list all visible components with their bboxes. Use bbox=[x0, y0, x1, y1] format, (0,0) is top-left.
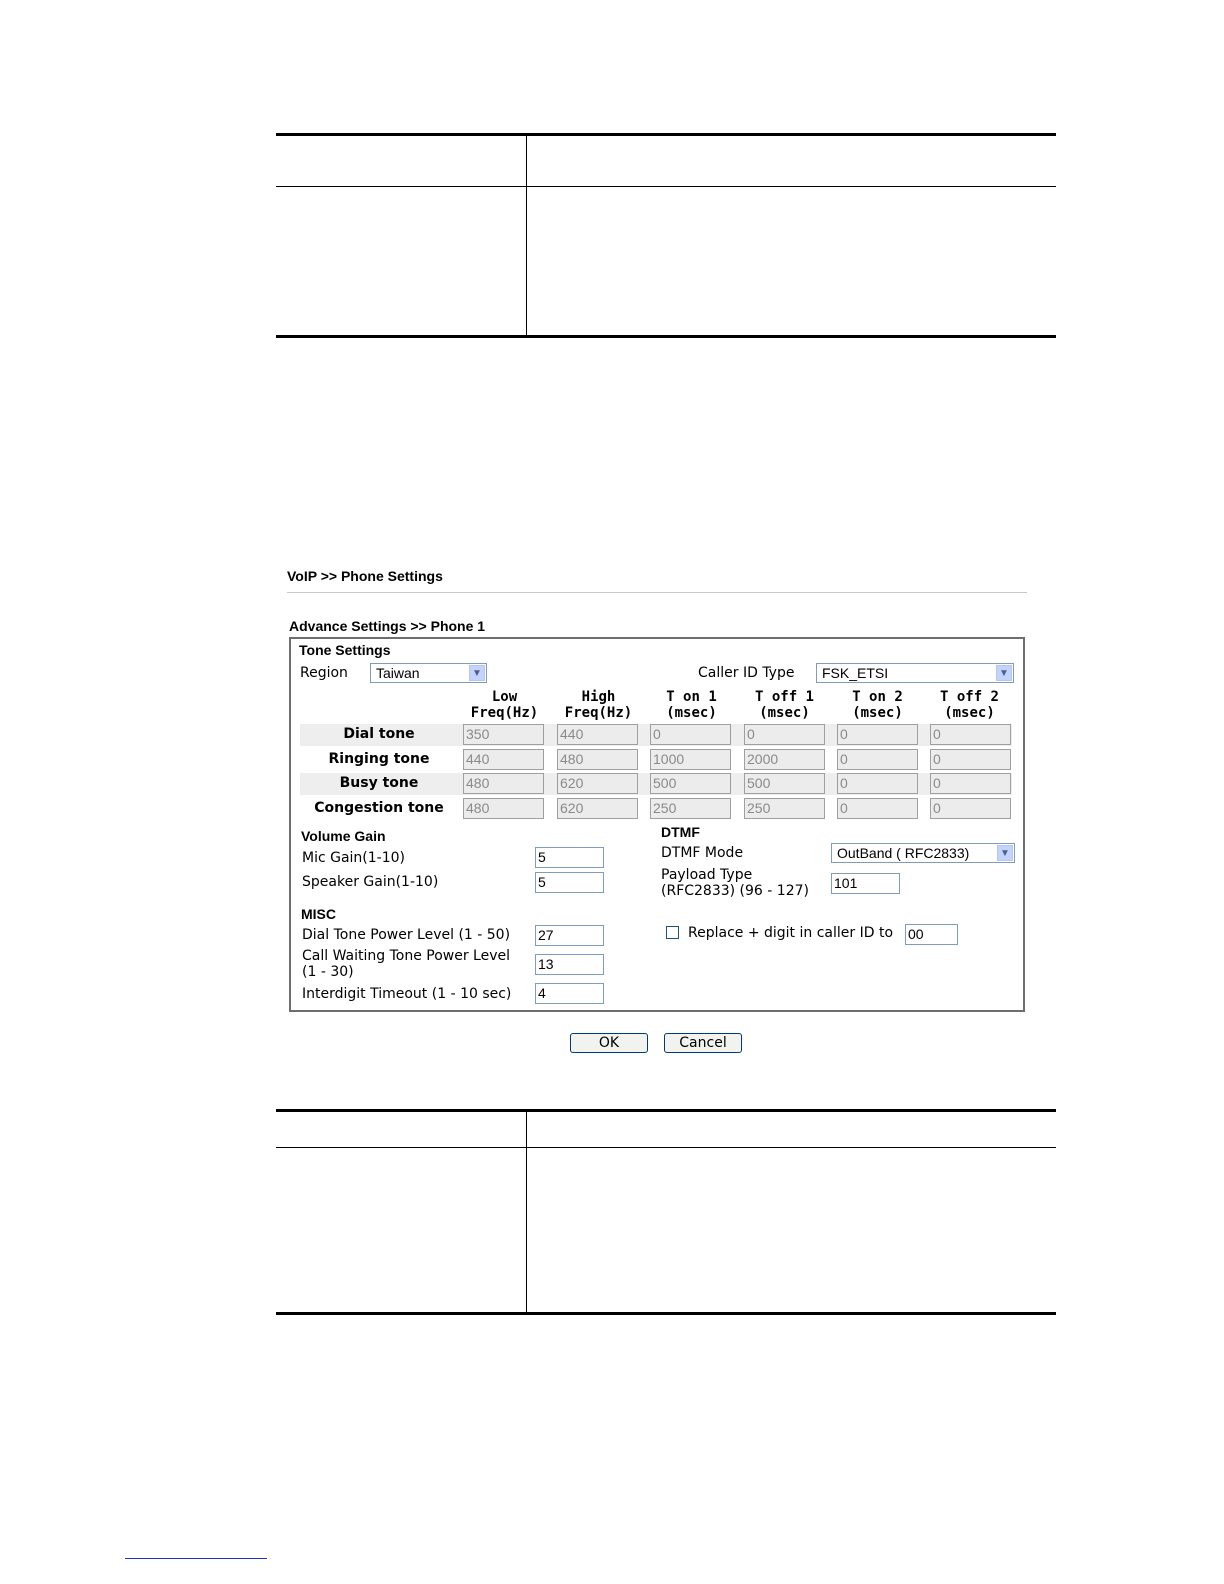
dial-high-freq: 440 bbox=[557, 724, 638, 745]
congestion-low-freq: 480 bbox=[463, 798, 544, 819]
volume-gain-title: Volume Gain bbox=[301, 828, 386, 844]
col-header-t-on-1: T on 1 (msec) bbox=[666, 689, 717, 721]
dial-tone-power-label: Dial Tone Power Level (1 - 50) bbox=[302, 927, 511, 943]
interdigit-timeout-label: Interdigit Timeout (1 - 10 sec) bbox=[302, 986, 512, 1002]
misc-title: MISC bbox=[301, 906, 336, 922]
dtmf-title: DTMF bbox=[661, 824, 700, 840]
row-label-congestion-tone: Congestion tone bbox=[314, 800, 444, 816]
dial-t-on-2: 0 bbox=[837, 724, 918, 745]
caller-id-select[interactable] bbox=[816, 663, 1014, 683]
payload-type-input[interactable]: 101 bbox=[831, 873, 900, 894]
dial-t-off-2: 0 bbox=[930, 724, 1011, 745]
ringing-t-on-2: 0 bbox=[837, 749, 918, 770]
chevron-down-icon[interactable]: ▼ bbox=[997, 845, 1013, 861]
dial-t-on-1: 0 bbox=[650, 724, 731, 745]
dtmf-mode-value: OutBand ( RFC2833) bbox=[837, 845, 970, 861]
col-header-t-on-2: T on 2 (msec) bbox=[852, 689, 903, 721]
busy-low-freq: 480 bbox=[463, 773, 544, 794]
replace-digit-checkbox[interactable] bbox=[666, 926, 679, 939]
col-header-high-freq: High Freq(Hz) bbox=[564, 689, 633, 721]
doc-table-bottom bbox=[276, 1109, 1056, 1315]
congestion-t-off-1: 250 bbox=[744, 798, 825, 819]
page-subtitle: Advance Settings >> Phone 1 bbox=[289, 618, 486, 634]
chevron-down-icon[interactable]: ▼ bbox=[996, 665, 1012, 681]
footer-link-line bbox=[125, 1558, 267, 1559]
doc-table-header bbox=[276, 136, 1056, 187]
congestion-t-on-2: 0 bbox=[837, 798, 918, 819]
busy-t-on-2: 0 bbox=[837, 773, 918, 794]
cancel-button[interactable]: Cancel bbox=[664, 1033, 742, 1053]
dtmf-mode-label: DTMF Mode bbox=[661, 845, 744, 861]
row-label-dial-tone: Dial tone bbox=[343, 726, 415, 742]
chevron-down-icon[interactable]: ▼ bbox=[469, 665, 485, 681]
region-value: Taiwan bbox=[376, 665, 420, 681]
mic-gain-input[interactable]: 5 bbox=[535, 847, 604, 868]
ringing-low-freq: 440 bbox=[463, 749, 544, 770]
col-header-t-off-2: T off 2 (msec) bbox=[939, 689, 999, 721]
interdigit-timeout-input[interactable]: 4 bbox=[535, 983, 604, 1004]
busy-t-off-2: 0 bbox=[930, 773, 1011, 794]
doc-table-divider bbox=[526, 136, 527, 335]
doc-table-header bbox=[276, 1112, 1056, 1148]
doc-table-divider bbox=[526, 1112, 527, 1312]
row-label-busy-tone: Busy tone bbox=[339, 775, 419, 791]
busy-high-freq: 620 bbox=[557, 773, 638, 794]
ringing-t-off-1: 2000 bbox=[744, 749, 825, 770]
speaker-gain-label: Speaker Gain(1-10) bbox=[302, 874, 439, 890]
row-label-ringing-tone: Ringing tone bbox=[328, 751, 430, 767]
dial-low-freq: 350 bbox=[463, 724, 544, 745]
congestion-t-on-1: 250 bbox=[650, 798, 731, 819]
dial-t-off-1: 0 bbox=[744, 724, 825, 745]
advance-settings-panel bbox=[289, 637, 1025, 1012]
ringing-high-freq: 480 bbox=[557, 749, 638, 770]
col-header-low-freq: Low Freq(Hz) bbox=[470, 689, 539, 721]
col-header-t-off-1: T off 1 (msec) bbox=[754, 689, 814, 721]
payload-type-label: Payload Type (RFC2833) (96 - 127) bbox=[661, 867, 809, 899]
caller-id-value: FSK_ETSI bbox=[822, 665, 889, 681]
doc-table-top bbox=[276, 133, 1056, 338]
breadcrumb: VoIP >> Phone Settings bbox=[287, 568, 443, 584]
call-waiting-power-label: Call Waiting Tone Power Level (1 - 30) bbox=[302, 948, 510, 980]
title-divider bbox=[287, 592, 1027, 593]
caller-id-label: Caller ID Type bbox=[698, 665, 795, 681]
region-select[interactable] bbox=[370, 663, 487, 683]
busy-t-on-1: 500 bbox=[650, 773, 731, 794]
dtmf-mode-select[interactable] bbox=[831, 843, 1015, 863]
ringing-t-on-1: 1000 bbox=[650, 749, 731, 770]
call-waiting-power-input[interactable]: 13 bbox=[535, 954, 604, 975]
region-label: Region bbox=[300, 665, 348, 681]
mic-gain-label: Mic Gain(1-10) bbox=[302, 850, 406, 866]
busy-t-off-1: 500 bbox=[744, 773, 825, 794]
ok-button[interactable]: OK bbox=[570, 1033, 648, 1053]
tone-settings-title: Tone Settings bbox=[299, 642, 391, 658]
replace-digit-label: Replace + digit in caller ID to bbox=[688, 925, 894, 941]
congestion-high-freq: 620 bbox=[557, 798, 638, 819]
speaker-gain-input[interactable]: 5 bbox=[535, 872, 604, 893]
replace-digit-input[interactable]: 00 bbox=[905, 924, 958, 945]
dial-tone-power-input[interactable]: 27 bbox=[535, 925, 604, 946]
ringing-t-off-2: 0 bbox=[930, 749, 1011, 770]
congestion-t-off-2: 0 bbox=[930, 798, 1011, 819]
